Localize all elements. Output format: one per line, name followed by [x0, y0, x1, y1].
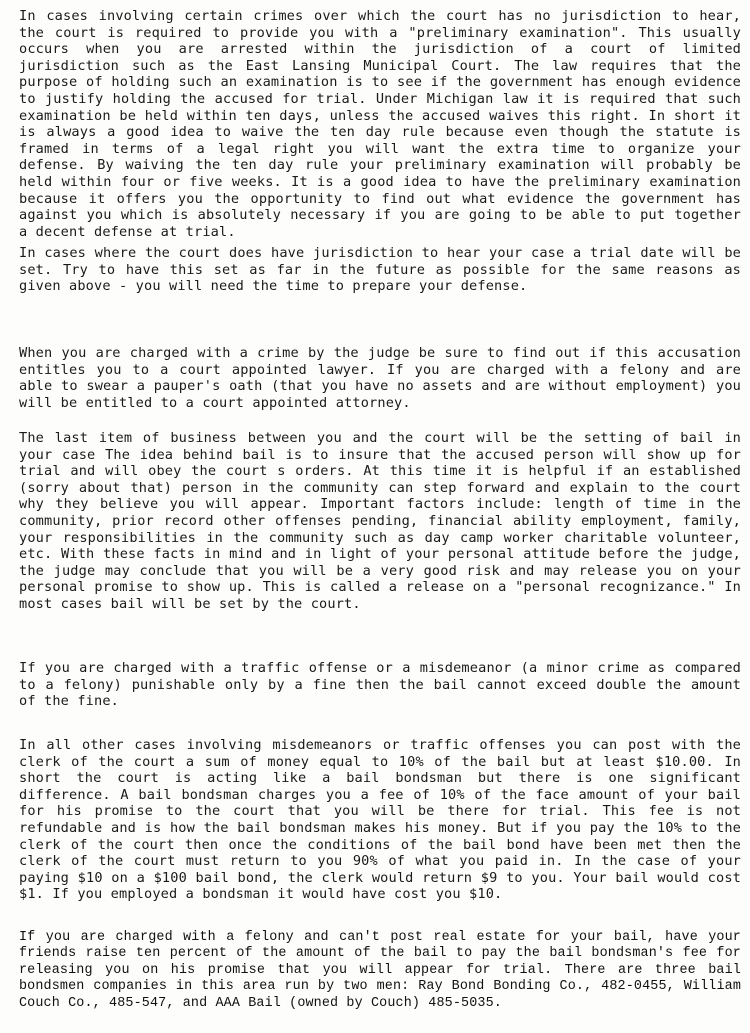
- paragraph-preliminary-examination: In cases involving certain crimes over which the court has no jurisdiction to hear, the court is required to provide you with a "preliminary examination". This usually occurs when you are arrested within the jurisdiction of a court of limited jurisdiction such as the East Lansing Municipal Court. The law requires that the purpose of holding such an examination is to see if the government has enough evidence to justify holding the accused for trial. Under Michigan law it is required that such examination be held within ten days, unless the accused waives this right. In short it is always a good idea to waive the ten day rule because even though the statute is framed in terms of a legal right you will want the extra time to organize your defense. By waiving the ten day rule your preliminary examination will probably be held within four or five weeks. It is a good idea to have the preliminary examination because it offers you the opportunity to find out what evidence the government has against you which is absolutely necessary if you are going to be able to put together a decent defense at trial.: [19, 8, 741, 240]
- paragraph-trial-date: In cases where the court does have jurisdiction to hear your case a trial date will be set. Try to have this set as far in the future as possible for the same reasons as given above - you will need the time to prepare your defense.: [19, 245, 741, 295]
- paragraph-court-appointed-lawyer: When you are charged with a crime by the judge be sure to find out if this accusation entitles you to a court appointed lawyer. If you are charged with a felony and are able to swear a pauper's oath (that you have no assets and are without employment) you will be entitled to a court appointed attorney.: [19, 345, 741, 411]
- paragraph-traffic-offense: If you are charged with a traffic offense or a misdemeanor (a minor crime as compared to a felony) punishable only by a fine then the bail cannot exceed double the amount of the fine.: [19, 660, 741, 710]
- paragraph-setting-of-bail: The last item of business between you and the court will be the setting of bail in your case The idea behind bail is to insure that the accused person will show up for trial and will obey the court s orders. At this time it is helpful if an established (sorry about that) person in the community can step forward and explain to the court why they believe you will appear. Important factors include: length of time in the community, prior record other offenses pending, financial ability employment, family, your responsibilities in the community such as day camp worker charitable volunteer, etc. With these facts in mind and in light of your personal attitude before the judge, the judge may conclude that you will be a very good risk and may release you on your personal promise to show up. This is called a release on a "personal recognizance." In most cases bail will be set by the court.: [19, 430, 741, 612]
- paragraph-felony-bail-bondsmen: If you are charged with a felony and can't post real estate for your bail, have your friends raise ten percent of the amount of the bail to pay the bail bondsman's fee for releasing you on his promise that you will appear for trial. There are three bail bondsmen companies in this area run by two men: Ray Bond Bonding Co., 482-0455, William Couch Co., 485-547, and AAA Bail (owned by Couch) 485-5035.: [19, 930, 741, 1011]
- paragraph-misdemeanor-bail: In all other cases involving misdemeanors or traffic offenses you can post with the clerk of the court a sum of money equal to 10% of the bail but at least $10.00. In short the court is acting like a bail bondsman but there is one significant difference. A bail bondsman charges you a fee of 10% of the face amount of your bail for his promise to the court that you will be there for trial. This fee is not refundable and is how the bail bondsman makes his money. But if you pay the 10% to the clerk of the court then once the conditions of the bail bond have been met then the clerk of the court must return to you 90% of what you paid in. In the case of your paying $10 on a $100 bail bond, the clerk would return $9 to you. Your bail would cost $1. If you employed a bondsman it would have cost you $10.: [19, 737, 741, 903]
